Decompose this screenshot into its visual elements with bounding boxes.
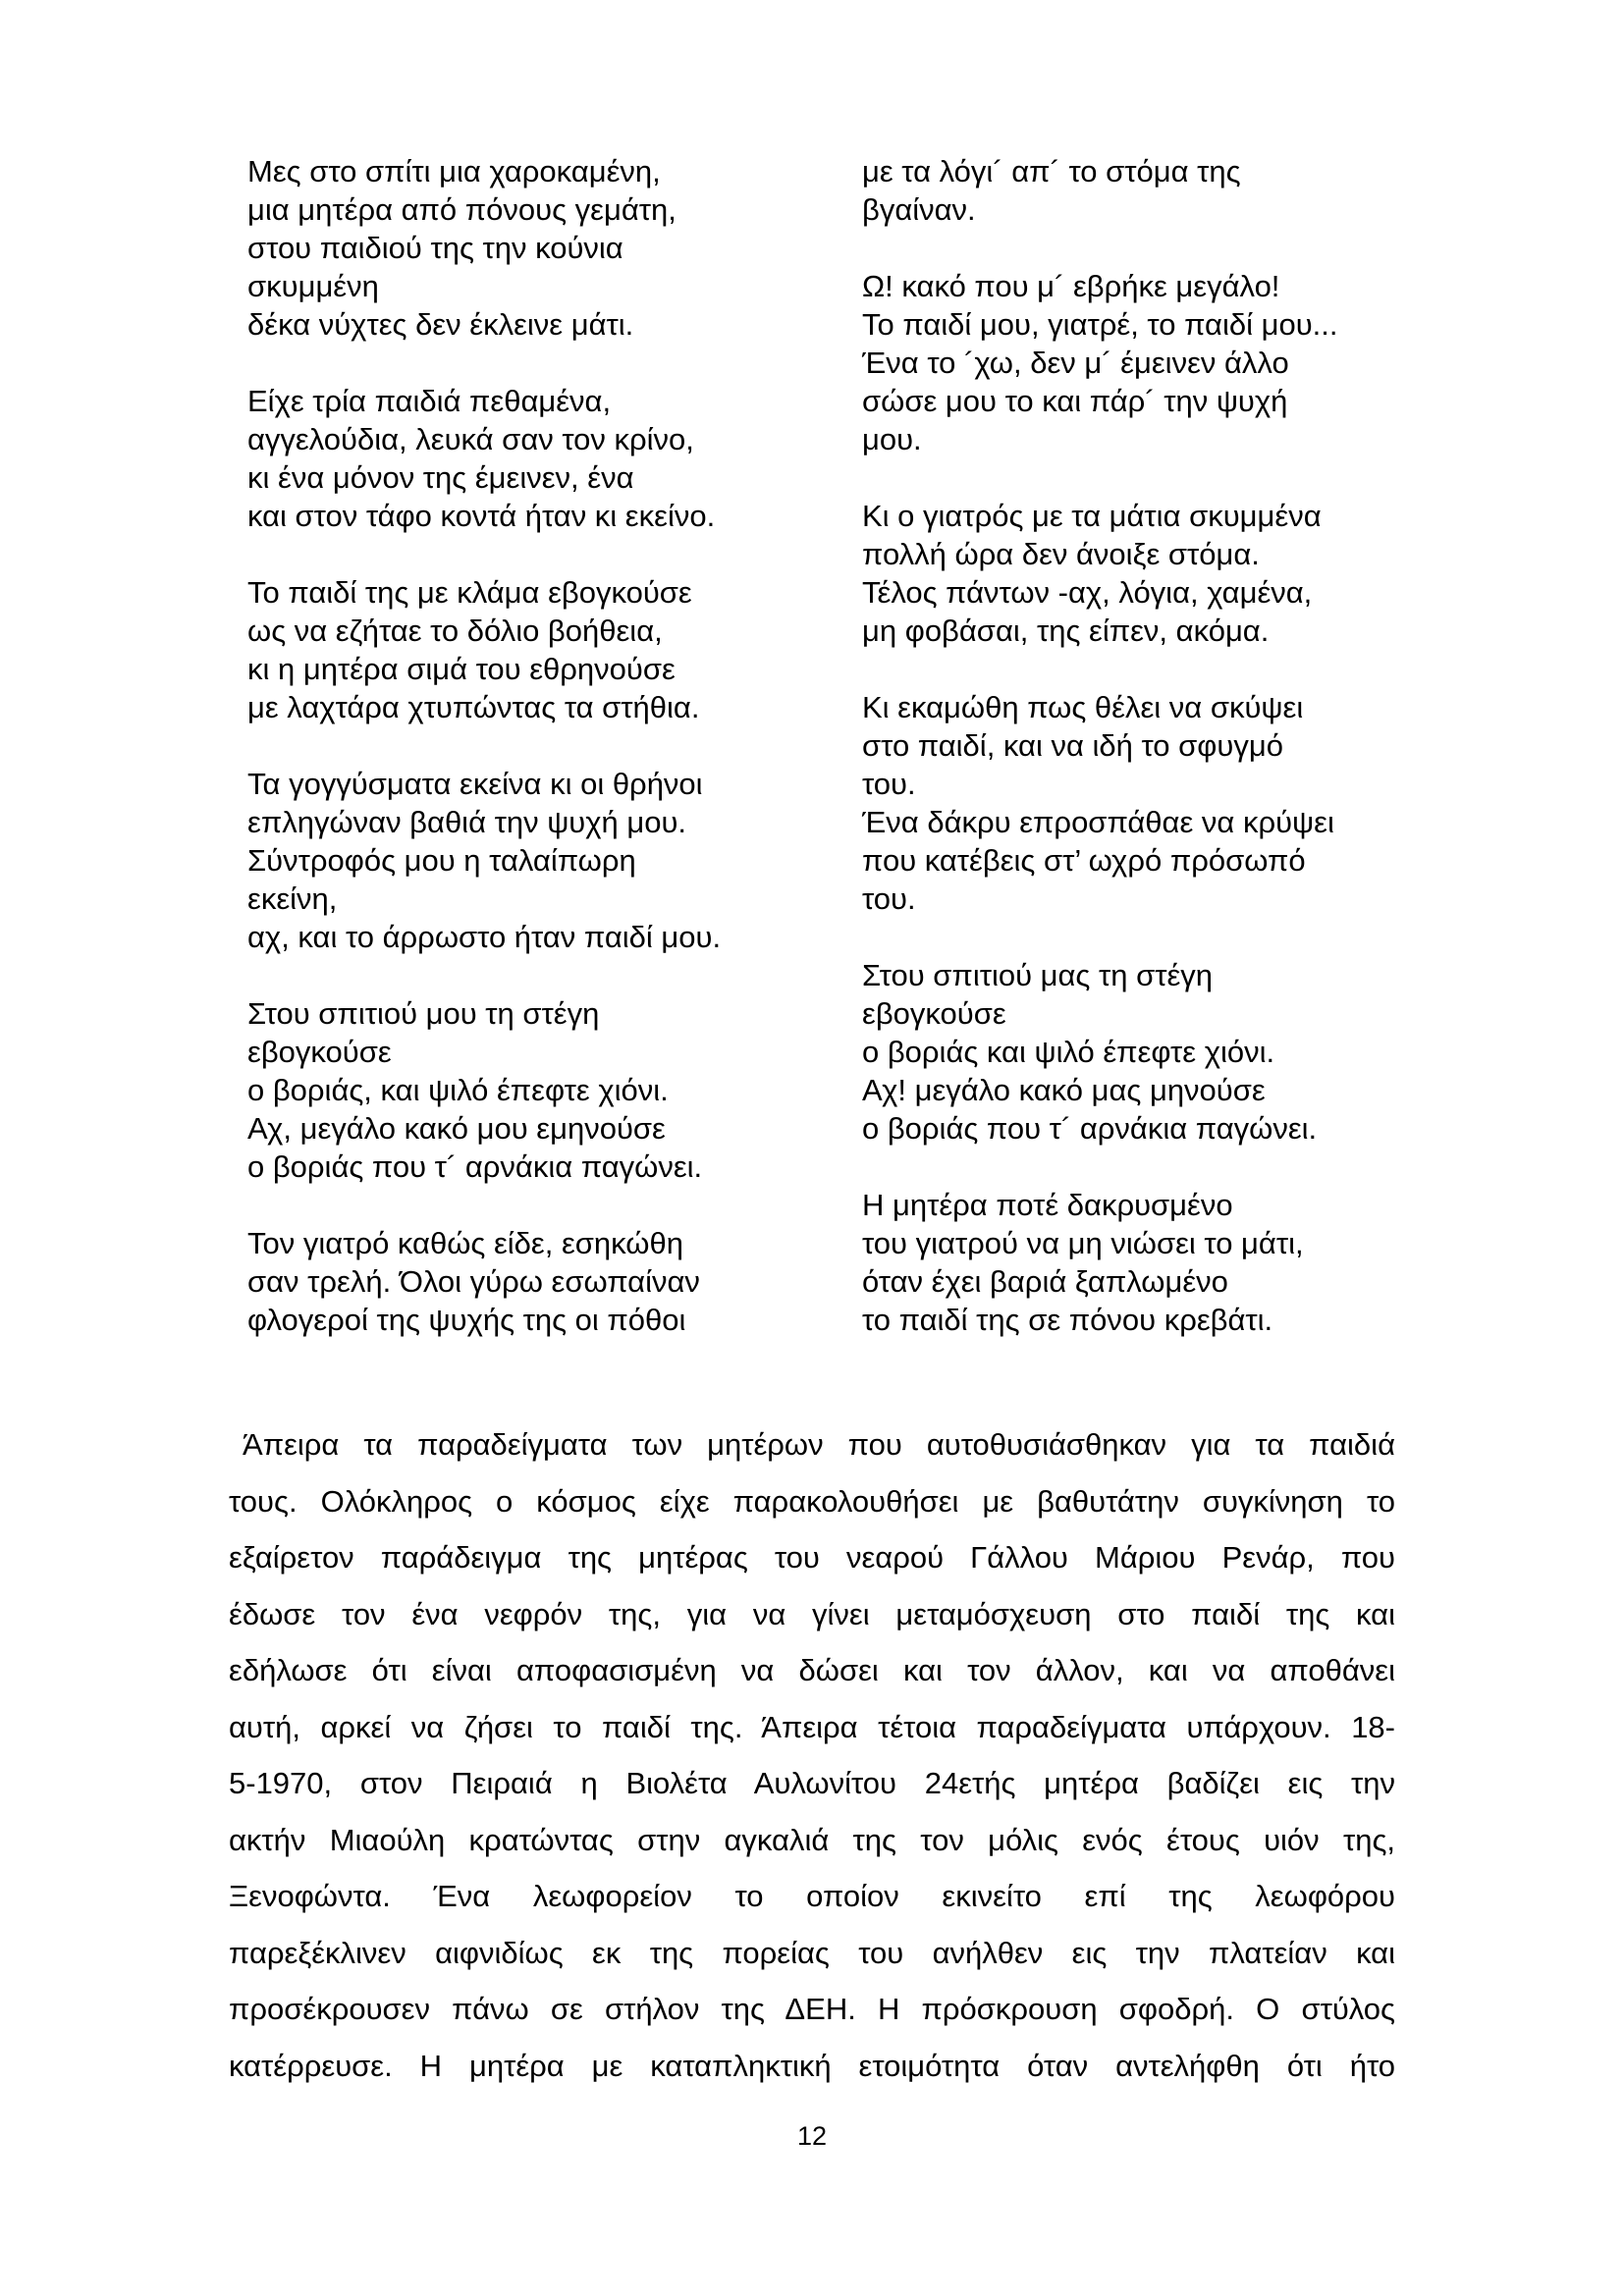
prose-paragraph [229,1416,1395,2094]
poem-line: Είχε τρία παιδιά πεθαμένα, [247,384,612,418]
poem-line: Τέλος πάντων -αχ, λόγια, χαμένα, [862,575,1313,610]
poem-line: ως να εζήταε το δόλιο βοήθεια, [247,614,663,648]
poem-line: Σύντροφός μου η ταλαίπωρη [247,843,636,878]
paragraph-line: Ξενοφώντα. Ένα λεωφορείον το οποίον εκινείτο επί της λεωφόρου [229,1879,1395,1913]
paragraph-line: προσέκρουσεν πάνω σε στήλον της ΔΕΗ. Η πρόσκρουση σφοδρή. Ο στύλος [229,1992,1395,2026]
poem-line: σώσε μου το και πάρ´ την ψυχή [862,384,1288,418]
poem-line: ο βοριάς και ψιλό έπεφτε χιόνι. [862,1035,1275,1069]
poem-line: του γιατρού να μη νιώσει το μάτι, [862,1226,1304,1260]
poem-line: που κατέβεις στ’ ωχρό πρόσωπό [862,843,1306,878]
poem-line: Μες στο σπίτι μια χαροκαμένη, [247,154,661,188]
paragraph-line: αυτή, αρκεί να ζήσει το παιδί της. Άπειρα τέτοια παραδείγματα υπάρχουν. 18- [229,1709,1395,1744]
poem-line: το παιδί της σε πόνου κρεβάτι. [862,1303,1273,1337]
poem-stanza [862,688,1337,918]
poem-line: κι η μητέρα σιμά του εθρηνούσε [247,652,676,686]
poem-line: του. [862,881,916,916]
poem-line: αγγελούδια, λευκά σαν τον κρίνο, [247,422,694,456]
poem-stanza [247,382,721,535]
poem-stanza [862,152,1337,229]
paragraph-line: παρεξέκλινεν αιφνιδίως εκ της πορείας του ανήλθεν εις την πλατείαν και [229,1935,1395,1970]
poem-column-left [247,152,721,1377]
poem-line: Η μητέρα ποτέ δακρυσμένο [862,1188,1233,1222]
poem-line: εβογκούσε [247,1035,392,1069]
poem-line: Το παιδί της με κλάμα εβογκούσε [247,575,692,610]
poem-stanza [862,497,1337,650]
paragraph-line: 5-1970, στον Πειραιά η Βιολέτα Αυλωνίτου 24ετής μητέρα βαδίζει εις την [229,1766,1395,1800]
poem-line: Κι ο γιατρός με τα μάτια σκυμμένα [862,499,1322,533]
poem-line: κι ένα μόνον της έμεινεν, ένα [247,460,634,495]
poem-line: στο παιδί, και να ιδή το σφυγμό [862,728,1283,763]
poem-line: Αχ, μεγάλο κακό μου εμηνούσε [247,1111,666,1146]
poem-line: Στου σπιτιού μας τη στέγη [862,958,1214,992]
poem-line: στου παιδιού της την κούνια [247,231,623,265]
poem-line: όταν έχει βαριά ξαπλωμένο [862,1264,1228,1299]
poem-stanza [247,573,721,726]
poem-line: επληγώναν βαθιά την ψυχή μου. [247,805,687,839]
poem-line: δέκα νύχτες δεν έκλεινε μάτι. [247,307,634,342]
poem-column-right [862,152,1337,1377]
paragraph-line: ακτήν Μιαούλη κρατώντας στην αγκαλιά της τον μόλις ενός έτους υιόν της, [229,1822,1395,1857]
poem-line: Το παιδί μου, γιατρέ, το παιδί μου... [862,307,1338,342]
poem-line: φλογεροί της ψυχής της οι πόθοι [247,1303,686,1337]
poem-line: Στου σπιτιού μου τη στέγη [247,996,600,1031]
poem-stanza [862,267,1337,458]
poem-stanza [862,1186,1337,1339]
poem-line: βγαίναν. [862,192,976,227]
poem-line: και στον τάφο κοντά ήταν κι εκείνο. [247,499,716,533]
paragraph-line: εδήλωσε ότι είναι αποφασισμένη να δώσει και τον άλλον, και να αποθάνει [229,1653,1395,1687]
poem-line: Τον γιατρό καθώς είδε, εσηκώθη [247,1226,683,1260]
poem-stanza [247,765,721,956]
poem-stanza [247,1224,721,1339]
poem-line: πολλή ώρα δεν άνοιξε στόμα. [862,537,1260,571]
page-number: 12 [796,2121,828,2151]
poem-stanza [862,956,1337,1148]
poem-line: σκυμμένη [247,269,379,303]
poem-line: με τα λόγι´ απ´ το στόμα της [862,154,1241,188]
poem-line: ο βοριάς, και ψιλό έπεφτε χιόνι. [247,1073,669,1107]
poem-line: αχ, και το άρρωστο ήταν παιδί μου. [247,920,722,954]
paragraph-line: τους. Ολόκληρος ο κόσμος είχε παρακολουθήσει με βαθυτάτην συγκίνηση το [229,1483,1395,1519]
poem-line: Τα γογγύσματα εκείνα κι οι θρήνοι [247,767,703,801]
poem-line: σαν τρελή. Όλοι γύρω εσωπαίναν [247,1264,700,1299]
poem-line: μια μητέρα από πόνους γεμάτη, [247,192,677,227]
poem-line: με λαχτάρα χτυπώντας τα στήθια. [247,690,700,724]
poem-line: Ένα δάκρυ επροσπάθαε να κρύψει [862,805,1334,839]
poem-line: μου. [862,422,922,456]
poem-line: ο βοριάς που τ´ αρνάκια παγώνει. [247,1149,703,1184]
poem-line: εκείνη, [247,881,338,916]
poem-stanza [247,994,721,1186]
poem-line: Αχ! μεγάλο κακό μας μηνούσε [862,1073,1266,1107]
paragraph-line: κατέρρευσε. Η μητέρα με καταπληκτική ετοιμότητα όταν αντελήφθη ότι ήτο [229,2048,1395,2083]
paragraph-line: εξαίρετον παράδειγμα της μητέρας του νεαρού Γάλλου Μάριου Ρενάρ, που [229,1540,1395,1575]
paragraph-line: έδωσε τον ένα νεφρόν της, για να γίνει μεταμόσχευση στο παιδί της και [229,1596,1395,1631]
poem-line: εβογκούσε [862,996,1006,1031]
poem-line: Ένα το ´χω, δεν μ´ έμεινεν άλλο [862,346,1289,380]
paragraph-line: Άπειρα τα παραδείγματα των μητέρων που αυτοθυσιάσθηκαν για τα παιδιά [243,1427,1395,1462]
poem-line: Κι εκαμώθη πως θέλει να σκύψει [862,690,1304,724]
poem-line: Ω! κακό που μ´ εβρήκε μεγάλο! [862,269,1280,303]
poem-line: μη φοβάσαι, της είπεν, ακόμα. [862,614,1270,648]
poem-line: ο βοριάς που τ´ αρνάκια παγώνει. [862,1111,1318,1146]
poem-stanza [247,152,721,344]
poem-line: του. [862,767,916,801]
